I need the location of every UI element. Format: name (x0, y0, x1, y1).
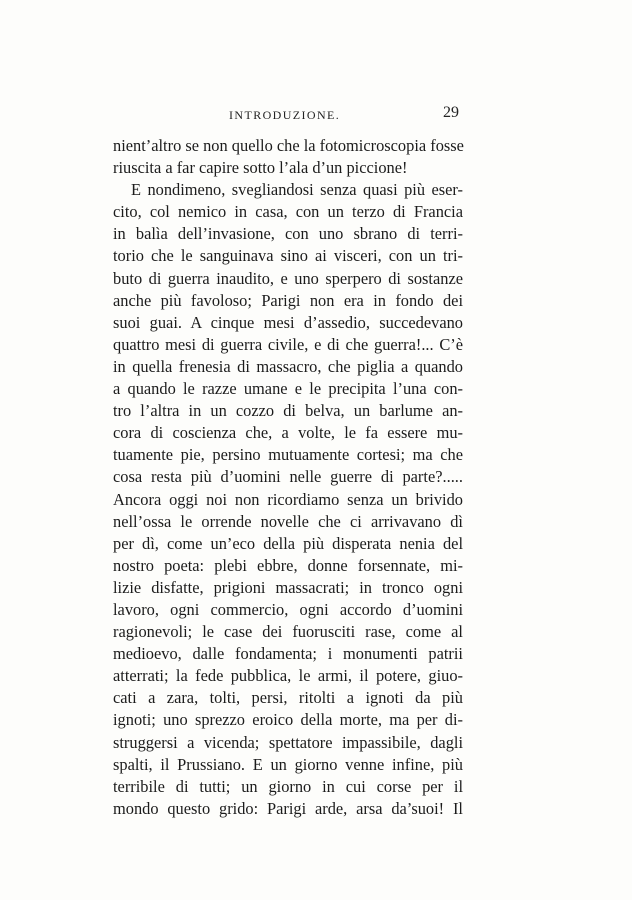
running-title: INTRODUZIONE. (229, 108, 341, 122)
text-line: torio che le sanguinava sino ai visceri, con un tri- (113, 246, 463, 266)
text-line: terribile di tutti; un giorno in cui corse per il (113, 776, 463, 796)
text-line: tro l’altra in un cozzo di belva, un barlume an- (113, 401, 463, 421)
text-line: cosa resta più d’uomini nelle guerre di parte?..... (113, 467, 463, 487)
text-line: nostro poeta: plebi ebbre, donne forsennate, mi- (113, 555, 463, 575)
text-line: nell’ossa le orrende novelle che ci arrivavano dì (113, 511, 463, 531)
text-line: buto di guerra inaudito, e uno sperpero di sostanze (113, 268, 463, 288)
text-line: in quella frenesia di massacro, che piglia a quando (113, 356, 463, 376)
text-line: nient’altro se non quello che la fotomicroscopia fosse (113, 136, 464, 155)
text-line: atterrati; la fede pubblica, le armi, il potere, giuo- (113, 666, 463, 686)
text-line: riuscita a far capire sotto l’ala d’un piccione! (113, 158, 408, 178)
text-line: medioevo, dalle fondamenta; i monumenti patrii (113, 644, 463, 664)
text-line: cora di coscienza che, a volte, le fa essere mu- (113, 423, 463, 443)
body-text (113, 135, 463, 820)
text-line: lizie disfatte, prigioni massacrati; in tronco ogni (113, 577, 463, 597)
text-line: suoi guai. A cinque mesi d’assedio, succedevano (113, 312, 463, 332)
page-number: 29 (443, 104, 459, 121)
text-line: mondo questo grido: Parigi arde, arsa da’suoi! Il (113, 798, 463, 818)
text-line: cito, col nemico in casa, con un terzo di Francia (113, 202, 463, 222)
paragraph-start-line: E nondimeno, svegliandosi senza quasi più eser- (131, 180, 463, 200)
text-line: cati a zara, tolti, persi, ritolti a ignoti da più (113, 688, 463, 708)
text-line: per dì, come un’eco della più disperata nenia del (113, 533, 463, 553)
text-line: in balìa dell’invasione, con uno sbrano di terri- (113, 224, 463, 244)
text-line: tuamente pie, persino mutuamente cortesi; ma che (113, 445, 463, 465)
text-line: ignoti; uno sprezzo eroico della morte, ma per di- (113, 710, 463, 730)
text-line: a quando le razze umane e le precipita l’una con- (113, 379, 463, 399)
text-line: quattro mesi di guerra civile, e di che guerra!... C’è (113, 334, 463, 354)
text-line: Ancora oggi noi non ricordiamo senza un brivido (113, 489, 463, 509)
text-line: spalti, il Prussiano. E un giorno venne infine, più (113, 754, 463, 774)
text-line: struggersi a vicenda; spettatore impassibile, dagli (113, 732, 463, 752)
text-line: anche più favoloso; Parigi non era in fondo dei (113, 290, 463, 310)
text-line: lavoro, ogni commercio, ogni accordo d’uomini (113, 599, 463, 619)
text-line: ragionevoli; le case dei fuorusciti rase, come al (113, 622, 463, 642)
